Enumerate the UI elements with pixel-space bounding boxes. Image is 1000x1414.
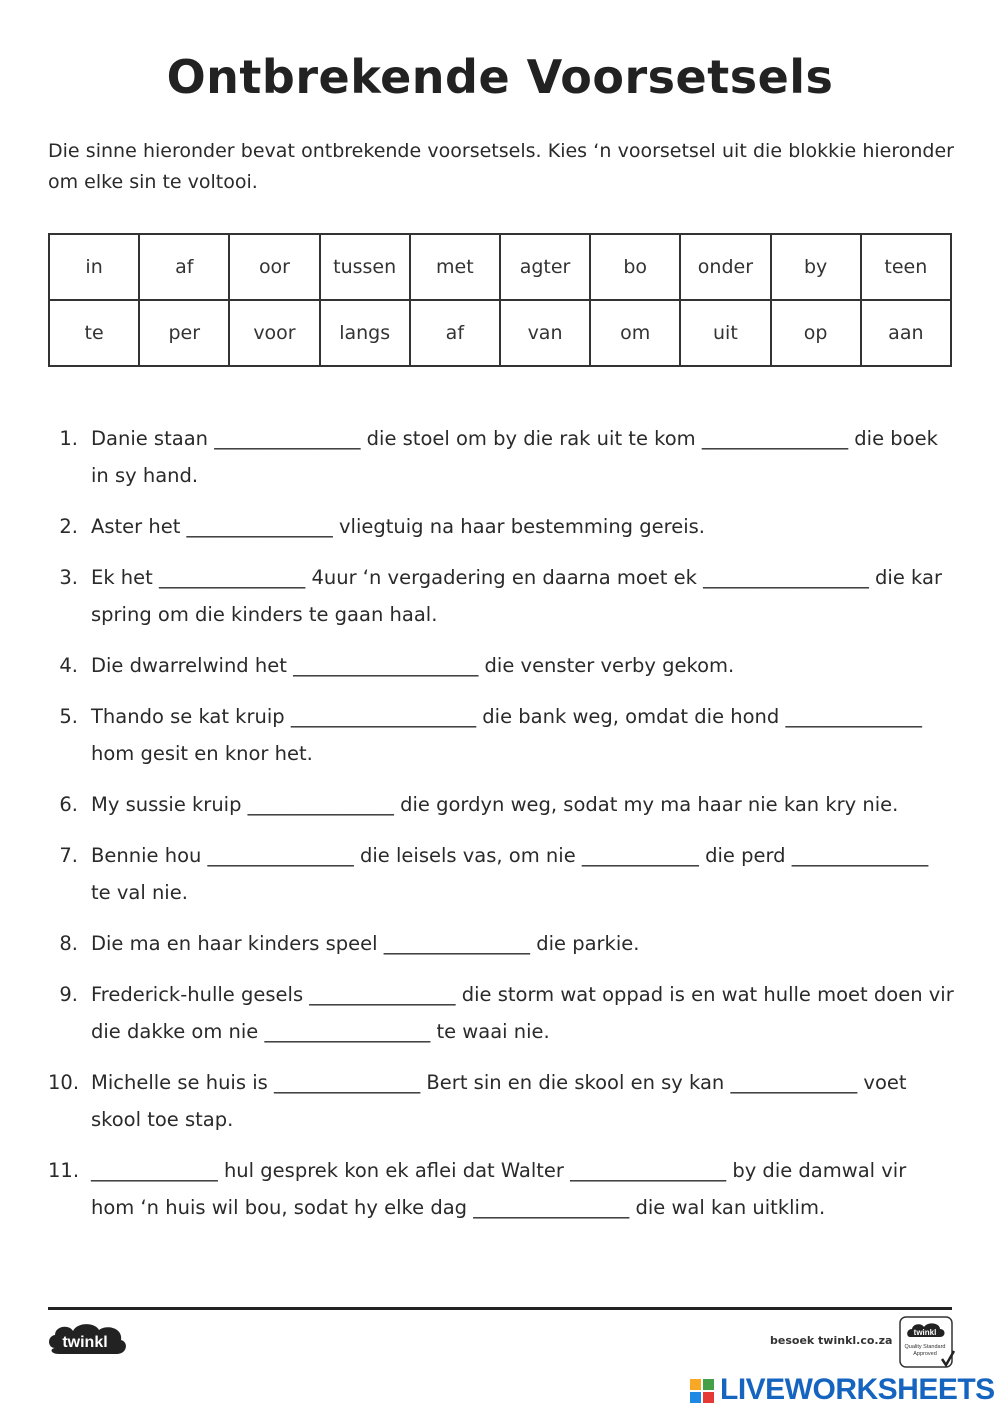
- question-number: 1.: [59, 427, 78, 450]
- word-cell: by: [771, 234, 861, 300]
- svg-text:Quality Standard: Quality Standard: [904, 1344, 946, 1350]
- word-cell: oor: [229, 234, 319, 300]
- question-text[interactable]: Thando se kat kruip ___________________ die bank weg, omdat die hond ______________: [91, 705, 922, 728]
- twinkl-logo: [45, 1318, 129, 1360]
- question-text[interactable]: skool toe stap.: [91, 1108, 234, 1131]
- word-cell: agter: [500, 234, 590, 300]
- word-cell: langs: [320, 300, 410, 366]
- word-cell: bo: [590, 234, 680, 300]
- question-text[interactable]: Michelle se huis is _______________ Bert sin en die skool en sy kan _____________ voet: [91, 1071, 907, 1094]
- question-number: 8.: [59, 932, 78, 955]
- word-cell: in: [49, 234, 139, 300]
- word-cell: tussen: [320, 234, 410, 300]
- question-text[interactable]: die dakke om nie _________________ te waai nie.: [91, 1020, 550, 1043]
- question-number: 3.: [59, 566, 78, 589]
- question-text[interactable]: te val nie.: [91, 881, 188, 904]
- liveworksheets-text: LIVEWORKSHEETS: [720, 1373, 995, 1406]
- word-cell: om: [590, 300, 680, 366]
- word-cell: te: [49, 300, 139, 366]
- question-number: 4.: [59, 654, 78, 677]
- question-text[interactable]: _____________ hul gesprek kon ek aflei dat Walter ________________ by die damwal vir: [91, 1159, 907, 1182]
- question-number: 10.: [48, 1071, 80, 1094]
- visit-link[interactable]: besoek twinkl.co.za: [770, 1334, 893, 1347]
- word-box-row-2: [49, 300, 951, 366]
- question-text[interactable]: spring om die kinders te gaan haal.: [91, 603, 438, 626]
- word-cell: af: [410, 300, 500, 366]
- word-cell: op: [771, 300, 861, 366]
- word-cell: met: [410, 234, 500, 300]
- liveworksheets-brand: [690, 1373, 995, 1407]
- quality-badge: [898, 1315, 956, 1371]
- twinkl-logo-text: twinkl: [62, 1334, 108, 1351]
- question-number: 6.: [59, 793, 78, 816]
- svg-text:Approved: Approved: [913, 1351, 937, 1357]
- word-cell: per: [139, 300, 229, 366]
- word-cell: onder: [680, 234, 770, 300]
- question-text[interactable]: Die ma en haar kinders speel _______________ die parkie.: [91, 932, 640, 955]
- word-cell: uit: [680, 300, 770, 366]
- question-text[interactable]: Bennie hou _______________ die leisels vas, om nie ____________ die perd ______________: [91, 844, 929, 867]
- svg-text:twinkl: twinkl: [913, 1328, 937, 1337]
- question-text[interactable]: Ek het _______________ 4uur ‘n vergadering en daarna moet ek _________________ die kar: [91, 566, 942, 589]
- question-number: 11.: [48, 1159, 80, 1182]
- question-text[interactable]: My sussie kruip _______________ die gordyn weg, sodat my ma haar nie kan kry nie.: [91, 793, 899, 816]
- page-title: Ontbrekende Voorsetsels: [166, 50, 834, 104]
- question-text[interactable]: hom gesit en knor het.: [91, 742, 313, 765]
- question-text[interactable]: Frederick-hulle gesels _______________ die storm wat oppad is en wat hulle moet doen vir: [91, 983, 954, 1006]
- word-box: [48, 233, 952, 367]
- word-box-row-1: [49, 234, 951, 300]
- word-cell: teen: [861, 234, 951, 300]
- question-number: 2.: [59, 515, 78, 538]
- question-text[interactable]: in sy hand.: [91, 464, 199, 487]
- instructions: Die sinne hieronder bevat ontbrekende voorsetsels. Kies ‘n voorsetsel uit die blokkie hieronder om elke sin te voltooi.: [48, 140, 954, 193]
- question-text[interactable]: Aster het _______________ vliegtuig na haar bestemming gereis.: [91, 515, 705, 538]
- word-cell: af: [139, 234, 229, 300]
- word-cell: aan: [861, 300, 951, 366]
- liveworksheets-icon: [690, 1379, 714, 1403]
- footer-divider: [48, 1307, 952, 1310]
- question-number: 9.: [59, 983, 78, 1006]
- question-number: 5.: [59, 705, 78, 728]
- question-text[interactable]: hom ‘n huis wil bou, sodat hy elke dag ________________ die wal kan uitklim.: [91, 1196, 826, 1219]
- question-number: 7.: [59, 844, 78, 867]
- word-cell: van: [500, 300, 590, 366]
- word-cell: voor: [229, 300, 319, 366]
- question-text[interactable]: Danie staan _______________ die stoel om by die rak uit te kom _______________ die boek: [91, 427, 938, 450]
- question-text[interactable]: Die dwarrelwind het ___________________ die venster verby gekom.: [91, 654, 735, 677]
